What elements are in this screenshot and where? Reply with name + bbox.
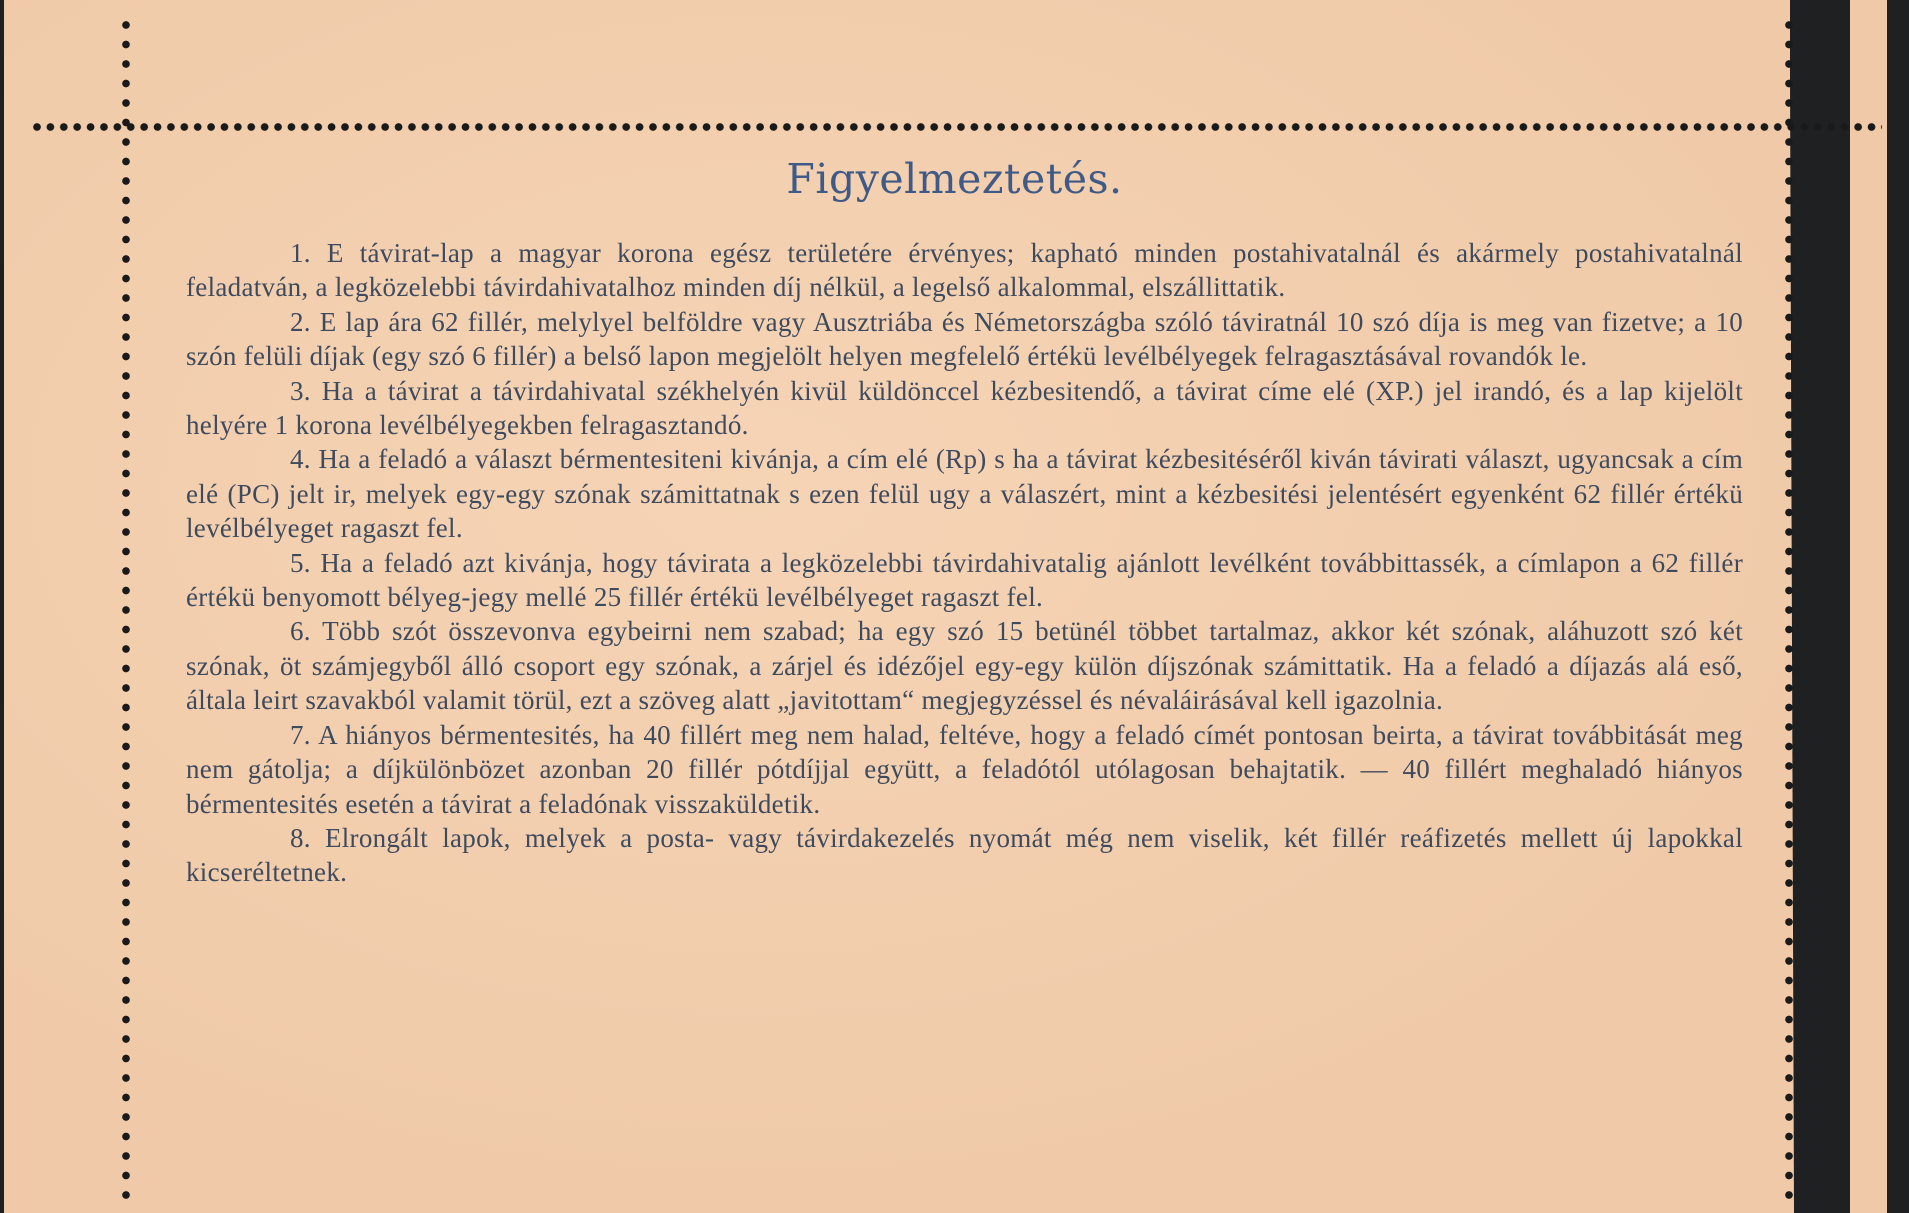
document-title: Figyelmeztetés. bbox=[786, 155, 1123, 203]
notice-text bbox=[186, 236, 1743, 890]
notice-paragraph-7: 7. A hiányos bérmentesités, ha 40 fillért meg nem halad, feltéve, hogy a feladó címét pontosan beirta, a távirat továbbitását meg nem gátolja; a díjkülönbözet azonban 20 fillér pótdíjjal együtt, a feladótól utólagosan behajtatik. — 40 fillért meghaladó hiányos bérmentesités esetén a távirat a feladónak visszaküldetik. bbox=[186, 719, 1743, 819]
notice-paragraph-1: 1. E távirat-lap a magyar korona egész területére érvényes; kapható minden postahivatalnál és akármely postahivatalnál feladatván, a legközelebbi távirdahivatalhoz minden díj nélkül, a legelső alkalommal, elszállittatik. bbox=[186, 238, 1743, 303]
notice-paragraph-2: 2. E lap ára 62 fillér, melylyel belföldre vagy Ausztriába és Németországba szóló táviratnál 10 szó díja is meg van fizetve; a 10 szón felüli díjak (egy szó 6 fillér) a belső lapon megjelölt helyen megfelelő értékü levélbélyegek felragasztásával rovandók le. bbox=[186, 306, 1743, 372]
perforation-top bbox=[32, 122, 1882, 132]
notice-paragraph-8: 8. Elrongált lapok, melyek a posta- vagy távirdakezelés nyomát még nem viselik, két fillér reáfizetés mellett új lapokkal kicseréltetnek. bbox=[186, 822, 1743, 888]
notice-paragraph-3: 3. Ha a távirat a távirdahivatal székhelyén kivül küldönccel kézbesitendő, a távirat címe elé (XP.) jel irandó, és a lap kijelölt helyére 1 korona levélbélyegekben felragasztandó. bbox=[186, 375, 1743, 441]
notice-paragraph-6: 6. Több szót összevonva egybeirni nem szabad; ha egy szó 15 betünél többet tartalmaz, akkor két szónak, aláhuzott szó két szónak, öt számjegyből álló csoport egy szónak, a zárjel és idézőjel egy-egy külön díjszónak számittatik. Ha a feladó a díjazás alá eső, általa leirt szavakból valamit törül, ezt a szöveg alatt „javitottam“ megjegyzéssel és névaláirásával kell igazolnia. bbox=[186, 616, 1743, 716]
notice-paragraph-5: 5. Ha a feladó azt kivánja, hogy távirata a legközelebbi távirdahivatalig ajánlott levélként továbbittassék, a címlapon a 62 fillér értékü benyomott bélyeg-jegy mellé 25 fillér értékü levélbélyeget ragaszt fel. bbox=[186, 547, 1743, 613]
notice-paragraph-4: 4. Ha a feladó a választ bérmentesiteni kivánja, a cím elé (Rp) s ha a távirat kézbesitéséről kiván távirati választ, ugyancsak a cím elé (PC) jelt ir, melyek egy-egy szónak számittatnak s ezen felül ugy a válaszért, mint a kézbesitési jelentésért egyenként 62 fillér értékü levélbélyeget ragaszt fel. bbox=[186, 444, 1743, 544]
